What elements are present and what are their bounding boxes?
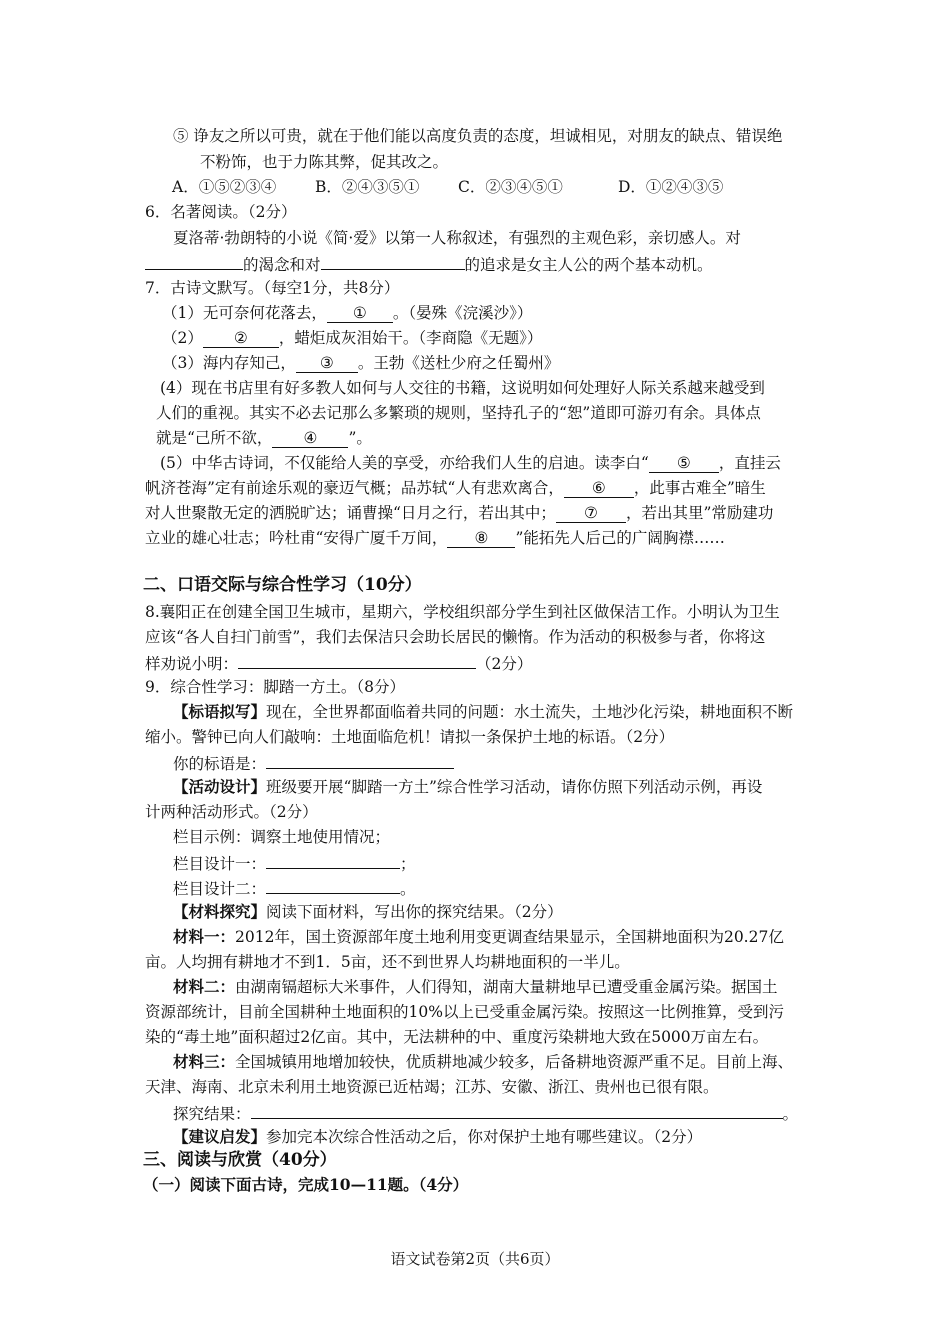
section2-heading: 二、口语交际与综合性学习（10分） <box>143 575 422 595</box>
q5-item5-line2: 不粉饰，也于力陈其弊，促其改之。 <box>200 153 449 171</box>
q8-line1: 8.襄阳正在创建全国卫生城市，星期六，学校组织部分学生到社区做保洁工作。小明认为卫生 <box>145 603 780 621</box>
material2-line1: 材料二：由湖南镉超标大米事件，人们得知，湖南大量耕地早已遭受重金属污染。据国土 <box>173 977 778 996</box>
q7-line3: （3）海内存知己， ③ 。王勃《送杜少府之任蜀州》 <box>162 354 560 372</box>
column-design-1: 栏目设计一： ； <box>173 850 416 876</box>
q7-line4a: (4）现在书店里有好多教人如何与人交往的书籍，这说明如何处理好人际关系越来越受到 <box>160 379 765 397</box>
section3-sub1: （一）阅读下面古诗，完成10—11题。（4分） <box>143 1175 469 1194</box>
q7-blank-8[interactable]: ⑧ <box>447 529 515 548</box>
q6-blank-1[interactable] <box>145 251 243 270</box>
q5-item5-line1: ⑤ 诤友之所以可贵，就在于他们能以高度负责的态度，坦诚相见，对朋友的缺点、错误绝 <box>173 127 783 145</box>
slogan-line2: 缩小。警钟已向人们敲响：土地面临危机！请拟一条保护土地的标语。（2分） <box>145 728 675 746</box>
q7-line2: （2） ② ，蜡炬成灰泪始干。（李商隐《无题》） <box>162 329 543 347</box>
q8-line2: 应该“各人自扫门前雪”，我们去保洁只会助长居民的懒惰。作为活动的积极参与者，你将这 <box>145 628 766 646</box>
column-2-blank[interactable] <box>266 875 400 894</box>
q9-title: 9．综合性学习：脚踏一方土。（8分） <box>145 678 405 696</box>
explore-result: 探究结果： 。 <box>173 1100 798 1126</box>
q5-option-c: C．②③④⑤① <box>458 178 563 196</box>
page-footer: 语文试卷第2页（共6页） <box>390 1250 560 1268</box>
material2-line3: 染的“毒土地”面积超过2亿亩。其中，无法耕种的中、重度污染耕地大致在5000万亩左右。 <box>145 1028 769 1046</box>
column-example: 栏目示例：调察土地使用情况； <box>173 828 391 846</box>
q7-line1: （1）无可奈何花落去， ① 。（晏殊《浣溪沙》） <box>162 304 533 322</box>
q6-title: 6．名著阅读。（2分） <box>145 203 297 221</box>
q7-blank-5[interactable]: ⑤ <box>649 454 719 473</box>
q5-option-d: D．①②④③⑤ <box>618 178 724 196</box>
slogan-answer: 你的标语是： <box>173 750 454 776</box>
q7-blank-3[interactable]: ③ <box>296 354 358 373</box>
slogan-line1: 【标语拟写】现在，全世界都面临着共同的问题：水土流失，土地沙化污染，耕地面积不断 <box>173 702 794 721</box>
material1-line2: 亩。人均拥有耕地才不到1．5亩，还不到世界人均耕地面积的一半儿。 <box>145 953 630 971</box>
activity-line1: 【活动设计】班级要开展“脚踏一方土”综合性学习活动，请你仿照下列活动示例，再设 <box>173 777 763 796</box>
material3-line2: 天津、海南、北京未利用土地资源已近枯竭；江苏、安徽、浙江、贵州也已很有限。 <box>145 1078 719 1096</box>
material2-line2: 资源部统计，目前全国耕种土地面积的10%以上已受重金属污染。按照这一比例推算，受到污 <box>145 1003 784 1021</box>
q8-answer-blank[interactable] <box>238 650 476 669</box>
q5-option-b: B．②④③⑤① <box>315 178 420 196</box>
q7-blank-7[interactable]: ⑦ <box>556 504 626 523</box>
section3-heading: 三、阅读与欣赏（40分） <box>143 1150 337 1170</box>
q7-line5a: (5）中华古诗词，不仅能给人美的享受，亦给我们人生的启迪。读李白“ ⑤ ，直挂云 <box>160 454 781 472</box>
q6-line2: 的渴念和对 的追求是女主人公的两个基本动机。 <box>145 251 713 277</box>
q7-line4b: 人们的重视。其实不必去记那么多繁琐的规则，坚持孔子的“恕”道即可游刃有余。具体点 <box>156 404 761 422</box>
q7-line5d: 立业的雄心壮志；吟杜甫“安得广厦千万间， ⑧ ”能拓先人后己的广阔胸襟…… <box>145 529 725 547</box>
q7-line5c: 对人世聚散无定的洒脱旷达；诵曹操“日月之行，若出其中； ⑦ ，若出其里”常励建功 <box>145 504 774 522</box>
q7-title: 7．古诗文默写。（每空1分，共8分） <box>145 279 400 297</box>
q8-line3: 样劝说小明： （2分） <box>145 650 532 676</box>
q7-line5b: 帆济苍海”定有前途乐观的豪迈气概；品苏轼“人有悲欢离合， ⑥ ，此事古难全”暗生 <box>145 479 766 497</box>
q7-blank-6[interactable]: ⑥ <box>564 479 634 498</box>
activity-line2: 计两种活动形式。（2分） <box>145 803 318 821</box>
material3-line1: 材料三：全国城镇用地增加较快，优质耕地减少较多，后备耕地资源严重不足。目前上海、 <box>173 1052 794 1071</box>
q5-option-a: A．①⑤②③④ <box>172 178 277 196</box>
q6-text: 夏洛蒂·勃朗特的小说《简·爱》以第一人称叙述，有强烈的主观色彩，亲切感人。对 <box>173 229 741 247</box>
suggest-line: 【建议启发】参加完本次综合性活动之后，你对保护土地有哪些建议。（2分） <box>173 1127 703 1146</box>
q7-blank-4[interactable]: ④ <box>272 429 348 448</box>
q7-line4c: 就是“己所不欲， ④ ”。 <box>156 429 372 447</box>
material1-line1: 材料一：2012年，国土资源部年度土地利用变更调查结果显示，全国耕地面积为20.27亿 <box>173 927 784 946</box>
column-design-2: 栏目设计二： 。 <box>173 875 416 901</box>
column-1-blank[interactable] <box>266 850 400 869</box>
q7-blank-1[interactable]: ① <box>327 304 393 323</box>
q6-blank-2[interactable] <box>321 251 465 270</box>
q7-blank-2[interactable]: ② <box>203 329 279 348</box>
slogan-answer-blank[interactable] <box>266 750 454 769</box>
explore-result-blank[interactable] <box>251 1100 783 1119</box>
explore-line: 【材料探究】阅读下面材料，写出你的探究结果。（2分） <box>173 902 563 921</box>
